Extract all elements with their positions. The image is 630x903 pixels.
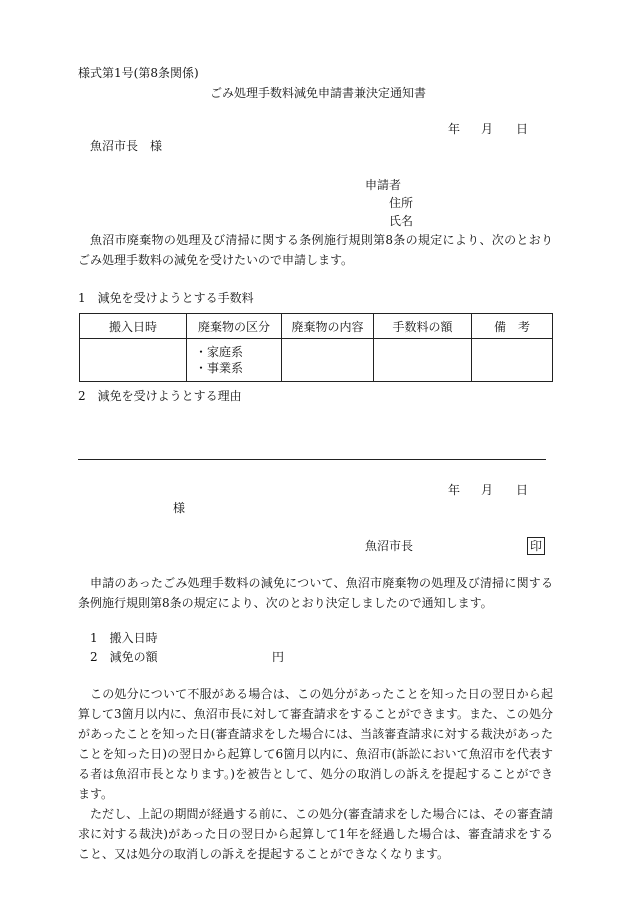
date-day-label: 日 — [516, 122, 529, 136]
column-header-fee-amount: 手数料の額 — [374, 314, 472, 339]
applicant-label: 申請者 — [365, 178, 402, 192]
category-business: ・事業系 — [195, 361, 244, 375]
delivery-date-cell[interactable] — [80, 339, 187, 382]
yen-unit: 円 — [272, 650, 285, 664]
date-year-label: 年 — [448, 483, 461, 497]
date-year-label: 年 — [448, 122, 461, 136]
document-title: ごみ処理手数料減免申請書兼決定通知書 — [210, 86, 427, 100]
decision-body-text: 申請のあったごみ処理手数料の減免について、魚沼市廃棄物の処理及び清掃に関する条例施行規則第8条の規定により、次のとおり決定しましたので通知します。 — [78, 576, 553, 610]
decision-body — [78, 573, 553, 613]
section2-heading: 2 減免を受けようとする理由 — [78, 389, 242, 403]
item-reduction-amount: 2 減免の額 — [90, 650, 158, 664]
issuer-name: 魚沼市長 — [365, 539, 414, 553]
appeal-notice-paragraph-1: この処分について不服がある場合は、この処分があったことを知った日の翌日から起算して3箇月以内に、魚沼市長に対して審査請求をすることができます。また、この処分があったことを知った日(審査請求をした場合には、当該審査請求に対する裁決があったことを知った日)の翌日から起算して6箇月以内に、魚沼市(訴訟において魚沼市を代表する者は魚沼市長となります。)を被告として、処分の取消しの訴えを提起することができます。 — [78, 687, 553, 801]
fee-table-header-row — [80, 314, 553, 339]
appeal-notice — [78, 684, 553, 864]
seal-mark: 印 — [527, 537, 545, 555]
item-delivery-date: 1 搬入日時 — [90, 631, 158, 645]
fee-amount-cell[interactable] — [374, 339, 472, 382]
application-body-text: 魚沼市廃棄物の処理及び清掃に関する条例施行規則第8条の規定により、次のとおりごみ処理手数料の減免を受けたいので申請します。 — [78, 233, 553, 267]
date-day-label: 日 — [516, 483, 529, 497]
column-header-waste-category: 廃棄物の区分 — [187, 314, 282, 339]
column-header-waste-content: 廃棄物の内容 — [282, 314, 374, 339]
section1-heading: 1 減免を受けようとする手数料 — [78, 291, 254, 305]
fee-table — [79, 313, 553, 382]
divider-line — [78, 459, 546, 460]
application-body — [78, 230, 553, 270]
appeal-notice-paragraph-2: ただし、上記の期間が経過する前に、この処分(審査請求をした場合には、その審査請求に対する裁決)があった日の翌日から起算して1年を経過した場合は、審査請求をすること、又は処分の取消しの訴えを提起することができなくなります。 — [78, 807, 553, 861]
remarks-cell[interactable] — [472, 339, 553, 382]
column-header-remarks: 備 考 — [472, 314, 553, 339]
waste-category-cell[interactable] — [187, 339, 282, 382]
date-month-label: 月 — [481, 483, 494, 497]
decision-addressee: 様 — [173, 501, 186, 515]
date-month-label: 月 — [481, 122, 494, 136]
applicant-name-label: 氏名 — [389, 214, 414, 228]
category-household: ・家庭系 — [195, 345, 244, 359]
applicant-address-label: 住所 — [389, 196, 414, 210]
table-row — [80, 339, 553, 382]
form-number: 様式第1号(第8条関係) — [78, 66, 199, 80]
addressee: 魚沼市長 様 — [90, 139, 163, 153]
waste-content-cell[interactable] — [282, 339, 374, 382]
column-header-delivery-date: 搬入日時 — [80, 314, 187, 339]
